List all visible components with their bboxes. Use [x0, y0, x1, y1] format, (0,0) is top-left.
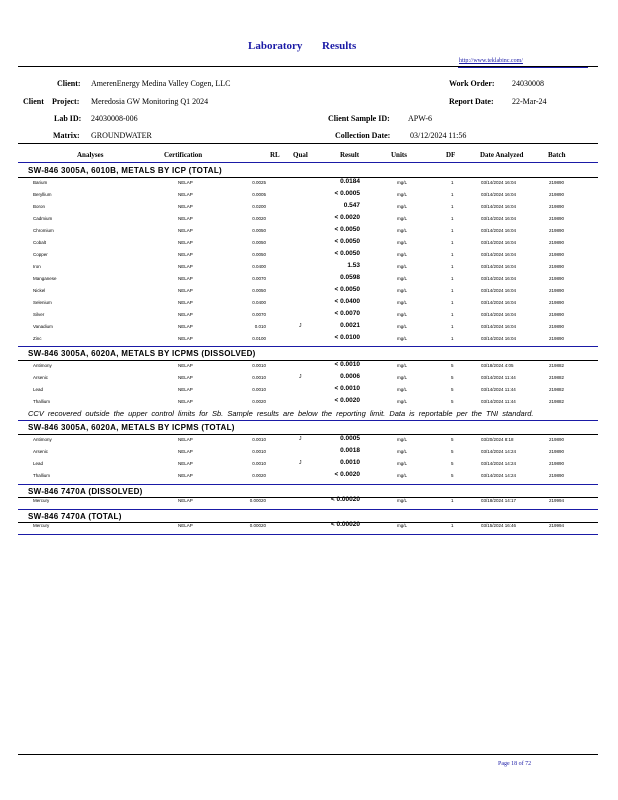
- lab-id-value: 24030008-006: [91, 114, 138, 123]
- result-value: 0.0021: [340, 322, 360, 329]
- reporting-limit: 0.0020: [252, 399, 266, 404]
- certification: NELAP: [178, 437, 193, 442]
- certification: NELAP: [178, 192, 193, 197]
- date-analyzed: 03/14/2024 14:24: [481, 461, 517, 466]
- client-label: Client:: [57, 79, 81, 88]
- result-value: < 0.0050: [334, 226, 360, 233]
- report-date-label: Report Date:: [449, 97, 494, 106]
- dilution-factor: 5: [451, 387, 454, 392]
- units: mg/L: [397, 473, 408, 478]
- reporting-limit: 0.0050: [252, 252, 266, 257]
- report-date-value: 22-Mar-24: [512, 97, 547, 106]
- col-df: DF: [446, 151, 456, 159]
- certification: NELAP: [178, 399, 193, 404]
- dilution-factor: 1: [451, 240, 454, 245]
- date-analyzed: 03/18/2024 14:17: [481, 498, 517, 503]
- batch-number: 219890: [549, 312, 565, 317]
- qualifier: J: [299, 436, 302, 442]
- units: mg/L: [397, 437, 408, 442]
- section-title: SW-846 3005A, 6020A, METALS BY ICPMS (DISSOLVED): [28, 349, 256, 358]
- dilution-factor: 5: [451, 399, 454, 404]
- lab-website-link[interactable]: http://www.teklabinc.com/: [459, 58, 523, 64]
- page-number: Page 18 of 72: [498, 761, 532, 767]
- table-row: [0, 309, 618, 321]
- result-value: < 0.0020: [334, 471, 360, 478]
- reporting-limit: 0.0050: [252, 288, 266, 293]
- result-value: 0.547: [343, 202, 360, 209]
- client-side-label: Client: [23, 97, 44, 106]
- section-divider: [18, 509, 598, 510]
- analyte-name: Thallium: [33, 473, 51, 478]
- result-value: 0.0005: [340, 435, 360, 442]
- col-result: Result: [340, 151, 360, 159]
- analyte-name: Selenium: [33, 300, 52, 305]
- dilution-factor: 1: [451, 312, 454, 317]
- dilution-factor: 1: [451, 300, 454, 305]
- table-row: [0, 285, 618, 297]
- table-row: [0, 177, 618, 189]
- analyte-name: Silver: [33, 312, 45, 317]
- analyte-name: Beryllium: [33, 192, 52, 197]
- dilution-factor: 1: [451, 523, 454, 528]
- table-row: [0, 495, 618, 507]
- dilution-factor: 1: [451, 264, 454, 269]
- analyte-name: Copper: [33, 252, 48, 257]
- units: mg/L: [397, 399, 408, 404]
- analyte-name: Thallium: [33, 399, 51, 404]
- certification: NELAP: [178, 264, 193, 269]
- date-analyzed: 03/14/2024 16:04: [481, 228, 517, 233]
- batch-number: 219890: [549, 276, 565, 281]
- dilution-factor: 5: [451, 437, 454, 442]
- date-analyzed: 03/15/2024 16:46: [481, 523, 517, 528]
- date-analyzed: 03/18/2024 4:05: [481, 363, 514, 368]
- reporting-limit: 0.0070: [252, 312, 266, 317]
- certification: NELAP: [178, 216, 193, 221]
- analyte-name: Vanadium: [33, 324, 53, 329]
- result-value: < 0.0070: [334, 310, 360, 317]
- project-label: Project:: [52, 97, 80, 106]
- date-analyzed: 03/14/2024 16:04: [481, 252, 517, 257]
- reporting-limit: 0.0050: [252, 240, 266, 245]
- units: mg/L: [397, 375, 408, 380]
- certification: NELAP: [178, 324, 193, 329]
- url-underline: [458, 67, 588, 68]
- certification: NELAP: [178, 228, 193, 233]
- table-row: [0, 333, 618, 345]
- collection-date-label: Collection Date:: [335, 131, 391, 140]
- reporting-limit: 0.0010: [252, 437, 266, 442]
- batch-number: 219890: [549, 264, 565, 269]
- date-analyzed: 03/14/2024 11:44: [481, 399, 516, 404]
- reporting-limit: 0.0005: [252, 192, 266, 197]
- table-row: [0, 261, 618, 273]
- reporting-limit: 0.0020: [252, 216, 266, 221]
- reporting-limit: 0.0100: [252, 336, 266, 341]
- table-row: [0, 372, 618, 384]
- reporting-limit: 0.0050: [252, 228, 266, 233]
- result-value: < 0.0020: [334, 397, 360, 404]
- result-value: 0.0184: [340, 178, 360, 185]
- qualifier: J: [299, 460, 302, 466]
- result-value: 1.53: [347, 262, 360, 269]
- certification: NELAP: [178, 300, 193, 305]
- units: mg/L: [397, 387, 408, 392]
- result-value: < 0.0050: [334, 286, 360, 293]
- dilution-factor: 1: [451, 288, 454, 293]
- analyte-name: Iron: [33, 264, 41, 269]
- result-value: < 0.0010: [334, 385, 360, 392]
- analyte-name: Manganese: [33, 276, 57, 281]
- col-rl: RL: [270, 151, 280, 159]
- batch-number: 219882: [549, 399, 565, 404]
- batch-number: 219882: [549, 363, 565, 368]
- reporting-limit: 0.0010: [252, 449, 266, 454]
- batch-number: 219890: [549, 192, 565, 197]
- analyte-name: Antimony: [33, 363, 52, 368]
- col-analyses: Analyses: [77, 151, 104, 159]
- section-title: SW-846 7470A (DISSOLVED): [28, 487, 143, 496]
- date-analyzed: 03/14/2024 16:04: [481, 336, 517, 341]
- section-divider: [18, 484, 598, 485]
- units: mg/L: [397, 276, 408, 281]
- certification: NELAP: [178, 240, 193, 245]
- batch-number: 219882: [549, 375, 565, 380]
- analyte-name: Chromium: [33, 228, 54, 233]
- units: mg/L: [397, 288, 408, 293]
- qualifier: J: [299, 374, 302, 380]
- section-divider: [18, 534, 598, 535]
- analyte-name: Cadmium: [33, 216, 53, 221]
- result-value: < 0.0010: [334, 361, 360, 368]
- analyte-name: Boron: [33, 204, 46, 209]
- batch-number: 219890: [549, 252, 565, 257]
- result-value: < 0.0005: [334, 190, 360, 197]
- section-title: SW-846 7470A (TOTAL): [28, 512, 122, 521]
- result-value: < 0.0100: [334, 334, 360, 341]
- client-sample-id-value: APW-6: [408, 114, 432, 123]
- units: mg/L: [397, 336, 408, 341]
- batch-number: 219890: [549, 204, 565, 209]
- units: mg/L: [397, 498, 408, 503]
- table-row: [0, 321, 618, 333]
- date-analyzed: 03/14/2024 16:04: [481, 300, 517, 305]
- batch-number: 219890: [549, 449, 565, 454]
- reporting-limit: 0.0200: [252, 204, 266, 209]
- analyte-name: Barium: [33, 180, 48, 185]
- units: mg/L: [397, 449, 408, 454]
- dilution-factor: 1: [451, 336, 454, 341]
- analyte-name: Lead: [33, 387, 44, 392]
- date-analyzed: 03/14/2024 16:04: [481, 288, 517, 293]
- units: mg/L: [397, 252, 408, 257]
- date-analyzed: 03/14/2024 14:24: [481, 473, 517, 478]
- col-certification: Certification: [164, 151, 203, 159]
- dilution-factor: 5: [451, 363, 454, 368]
- units: mg/L: [397, 216, 408, 221]
- batch-number: 219890: [549, 300, 565, 305]
- analyte-name: Lead: [33, 461, 44, 466]
- certification: NELAP: [178, 449, 193, 454]
- reporting-limit: 0.0400: [252, 300, 266, 305]
- batch-number: 219890: [549, 228, 565, 233]
- result-value: 0.0010: [340, 459, 360, 466]
- dilution-factor: 1: [451, 324, 454, 329]
- table-row: [0, 470, 618, 482]
- result-value: < 0.00020: [330, 521, 360, 528]
- result-value: < 0.0050: [334, 238, 360, 245]
- date-analyzed: 03/14/2024 11:44: [481, 375, 516, 380]
- certification: NELAP: [178, 336, 193, 341]
- reporting-limit: 0.00020: [249, 523, 266, 528]
- table-row: [0, 249, 618, 261]
- units: mg/L: [397, 192, 408, 197]
- units: mg/L: [397, 228, 408, 233]
- work-order-label: Work Order:: [449, 79, 495, 88]
- date-analyzed: 03/14/2024 11:44: [481, 387, 516, 392]
- certification: NELAP: [178, 204, 193, 209]
- table-row: [0, 201, 618, 213]
- reporting-limit: 0.010: [254, 324, 266, 329]
- date-analyzed: 03/14/2024 16:04: [481, 192, 517, 197]
- certification: NELAP: [178, 276, 193, 281]
- reporting-limit: 0.0010: [252, 375, 266, 380]
- date-analyzed: 03/14/2024 16:04: [481, 180, 517, 185]
- dilution-factor: 1: [451, 204, 454, 209]
- units: mg/L: [397, 300, 408, 305]
- dilution-factor: 1: [451, 180, 454, 185]
- batch-number: 219994: [549, 498, 565, 503]
- project-value: Meredosia GW Monitoring Q1 2024: [91, 97, 209, 106]
- date-analyzed: 03/14/2024 16:04: [481, 240, 517, 245]
- analyte-name: Mercury: [33, 523, 50, 528]
- table-row: [0, 189, 618, 201]
- date-analyzed: 03/14/2024 16:04: [481, 216, 517, 221]
- date-analyzed: 03/14/2024 14:24: [481, 449, 517, 454]
- result-value: 0.0018: [340, 447, 360, 454]
- date-analyzed: 03/14/2024 16:04: [481, 312, 517, 317]
- table-row: [0, 237, 618, 249]
- dilution-factor: 5: [451, 461, 454, 466]
- units: mg/L: [397, 204, 408, 209]
- table-row: [0, 273, 618, 285]
- result-value: 0.0598: [340, 274, 360, 281]
- footer-rule: [18, 754, 598, 755]
- certification: NELAP: [178, 312, 193, 317]
- batch-number: 219890: [549, 240, 565, 245]
- dilution-factor: 1: [451, 216, 454, 221]
- batch-number: 219890: [549, 324, 565, 329]
- batch-number: 219890: [549, 336, 565, 341]
- batch-number: 219890: [549, 461, 565, 466]
- date-analyzed: 03/14/2024 16:04: [481, 264, 517, 269]
- reporting-limit: 0.0020: [252, 473, 266, 478]
- col-batch: Batch: [548, 151, 566, 159]
- batch-number: 219890: [549, 473, 565, 478]
- dilution-factor: 5: [451, 473, 454, 478]
- analyte-name: Arsenic: [33, 449, 49, 454]
- dilution-factor: 1: [451, 498, 454, 503]
- reporting-limit: 0.00020: [249, 498, 266, 503]
- report-title-laboratory: Laboratory: [248, 40, 303, 52]
- analyte-name: Arsenic: [33, 375, 49, 380]
- col-date-analyzed: Date Analyzed: [480, 151, 524, 159]
- units: mg/L: [397, 264, 408, 269]
- units: mg/L: [397, 461, 408, 466]
- col-qual: Qual: [293, 151, 308, 159]
- result-value: < 0.00020: [330, 496, 360, 503]
- table-row: [0, 446, 618, 458]
- table-row: [0, 213, 618, 225]
- collection-date-value: 03/12/2024 11:56: [410, 131, 467, 140]
- reporting-limit: 0.0010: [252, 363, 266, 368]
- reporting-limit: 0.0025: [252, 180, 266, 185]
- certification: NELAP: [178, 180, 193, 185]
- batch-number: 219890: [549, 216, 565, 221]
- dilution-factor: 5: [451, 375, 454, 380]
- batch-number: 219890: [549, 180, 565, 185]
- reporting-limit: 0.0070: [252, 276, 266, 281]
- units: mg/L: [397, 324, 408, 329]
- date-analyzed: 03/14/2024 16:04: [481, 324, 517, 329]
- table-row: [0, 520, 618, 532]
- certification: NELAP: [178, 252, 193, 257]
- result-value: < 0.0020: [334, 214, 360, 221]
- section-title: SW-846 3005A, 6020A, METALS BY ICPMS (TOTAL): [28, 423, 235, 432]
- table-row: [0, 384, 618, 396]
- certification: NELAP: [178, 375, 193, 380]
- section-note: CCV recovered outside the upper control limits for Sb. Sample results are below the reporting limit. Data is reportable per the TNI standard.: [28, 409, 534, 418]
- analyte-name: Cobalt: [33, 240, 47, 245]
- section-divider: [18, 346, 598, 347]
- matrix-label: Matrix:: [53, 131, 80, 140]
- client-sample-id-label: Client Sample ID:: [328, 114, 390, 123]
- result-value: < 0.0400: [334, 298, 360, 305]
- table-row: [0, 297, 618, 309]
- date-analyzed: 03/14/2024 16:04: [481, 204, 517, 209]
- batch-number: 219890: [549, 288, 565, 293]
- dilution-factor: 5: [451, 449, 454, 454]
- result-value: 0.0006: [340, 373, 360, 380]
- table-row: [0, 396, 618, 408]
- date-analyzed: 03/14/2024 16:04: [481, 276, 517, 281]
- dilution-factor: 1: [451, 252, 454, 257]
- dilution-factor: 1: [451, 276, 454, 281]
- table-row: [0, 458, 618, 470]
- section-title: SW-846 3005A, 6010B, METALS BY ICP (TOTAL): [28, 166, 222, 175]
- units: mg/L: [397, 523, 408, 528]
- table-row: [0, 360, 618, 372]
- client-value: AmerenEnergy Medina Valley Cogen, LLC: [91, 79, 231, 88]
- certification: NELAP: [178, 363, 193, 368]
- units: mg/L: [397, 180, 408, 185]
- date-analyzed: 03/20/2024 8:18: [481, 437, 514, 442]
- certification: NELAP: [178, 288, 193, 293]
- units: mg/L: [397, 240, 408, 245]
- qualifier: J: [299, 323, 302, 329]
- lab-id-label: Lab ID:: [54, 114, 82, 123]
- dilution-factor: 1: [451, 228, 454, 233]
- header-rule: [18, 66, 598, 67]
- batch-number: 219882: [549, 387, 565, 392]
- analyte-name: Zinc: [33, 336, 42, 341]
- table-row: [0, 434, 618, 446]
- work-order-value: 24030008: [512, 79, 544, 88]
- table-row: [0, 225, 618, 237]
- matrix-value: GROUNDWATER: [91, 131, 152, 140]
- result-value: < 0.0050: [334, 250, 360, 257]
- batch-number: 219994: [549, 523, 565, 528]
- certification: NELAP: [178, 461, 193, 466]
- reporting-limit: 0.0010: [252, 461, 266, 466]
- certification: NELAP: [178, 523, 193, 528]
- units: mg/L: [397, 312, 408, 317]
- units: mg/L: [397, 363, 408, 368]
- column-header-rule: [18, 162, 598, 163]
- col-units: Units: [391, 151, 407, 159]
- reporting-limit: 0.0400: [252, 264, 266, 269]
- certification: NELAP: [178, 473, 193, 478]
- section-divider: [18, 420, 598, 421]
- certification: NELAP: [178, 387, 193, 392]
- batch-number: 219890: [549, 437, 565, 442]
- analyte-name: Mercury: [33, 498, 50, 503]
- analyte-name: Antimony: [33, 437, 52, 442]
- report-title-results: Results: [322, 40, 357, 52]
- reporting-limit: 0.0010: [252, 387, 266, 392]
- certification: NELAP: [178, 498, 193, 503]
- info-rule: [18, 143, 598, 144]
- analyte-name: Nickel: [33, 288, 46, 293]
- dilution-factor: 1: [451, 192, 454, 197]
